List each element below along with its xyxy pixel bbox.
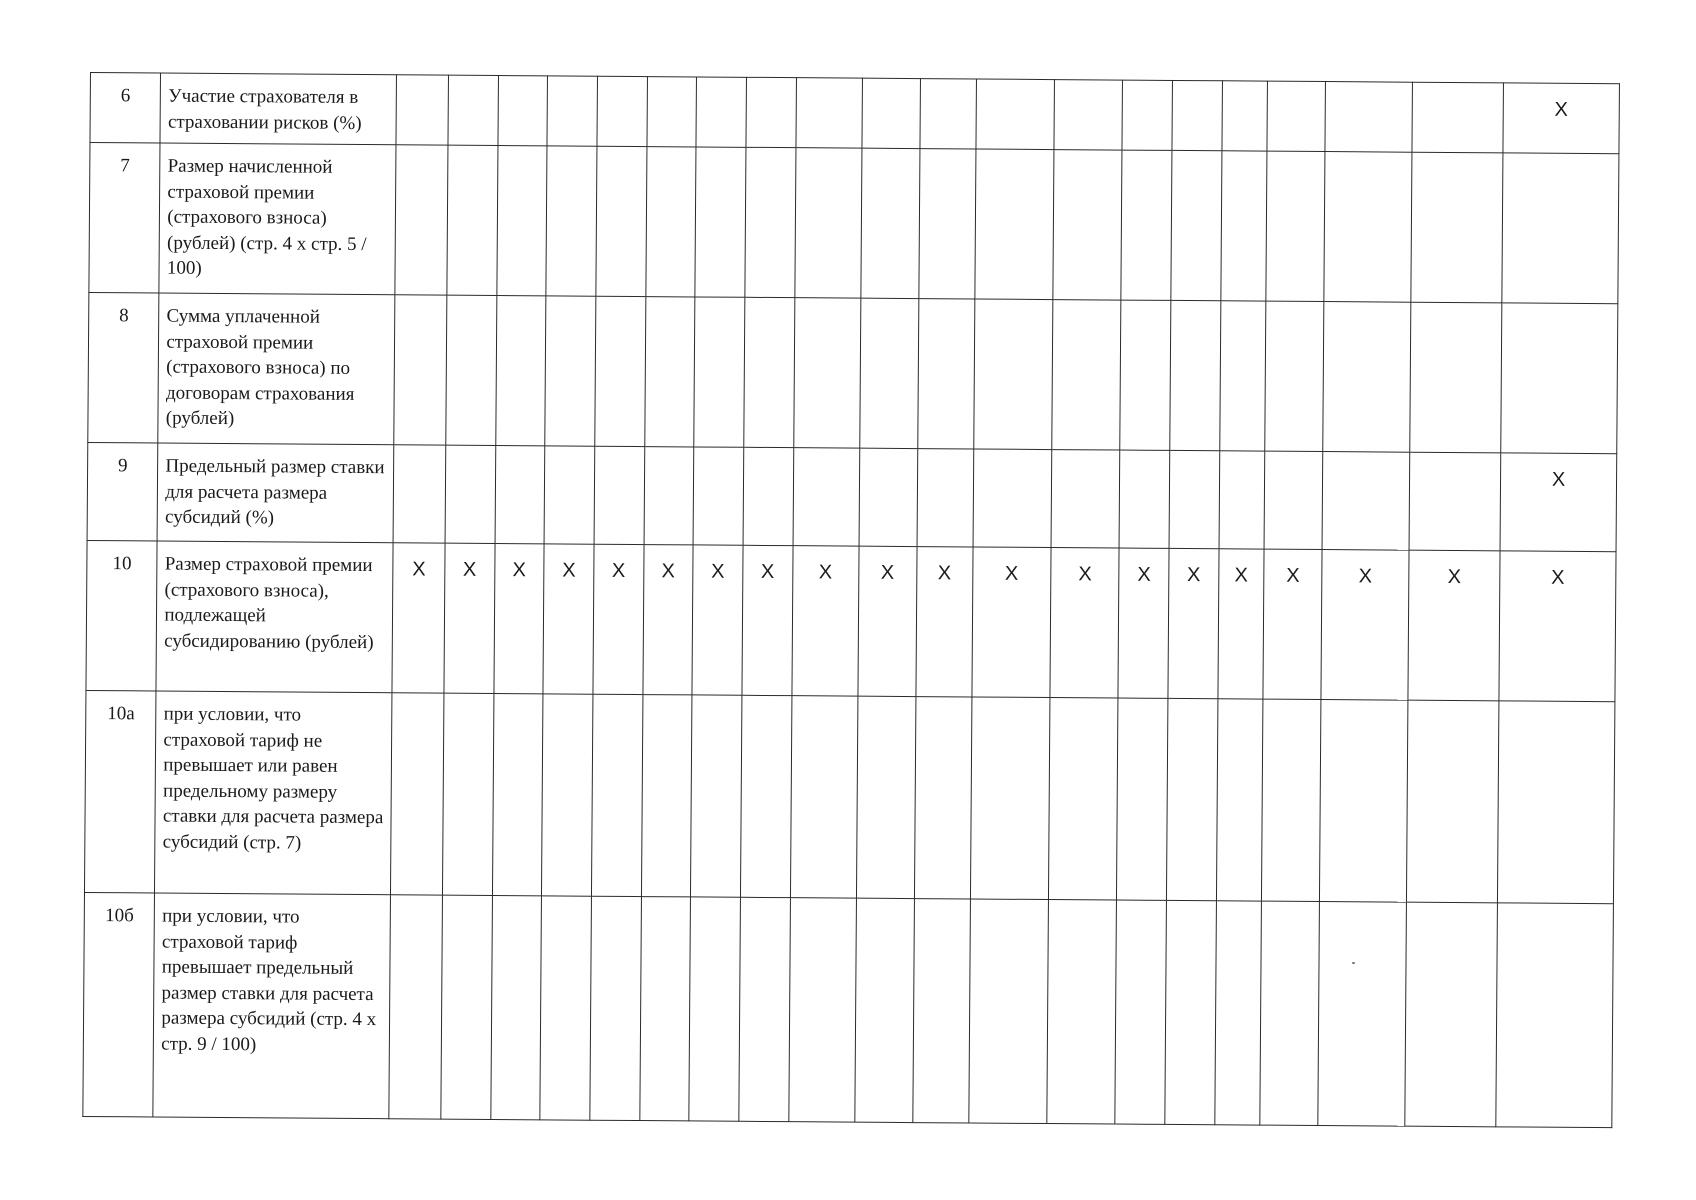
data-cell [696,77,746,147]
cell-value: X [1078,563,1092,586]
data-cell [1054,80,1123,150]
data-cell [793,298,860,448]
row-label: Размер страховой премии (страхового взноса), подлежащей субсидированию (рублей) [156,541,393,693]
data-cell [1122,80,1172,150]
data-cell [968,899,1048,1124]
data-cell [920,79,976,149]
data-cell [973,449,1052,548]
data-cell [973,299,1053,450]
data-cell [644,297,695,447]
data-cell [547,76,597,146]
data-cell [444,543,495,693]
cell-value: X [1447,565,1462,589]
data-cell [1405,902,1498,1127]
data-cell [695,147,746,297]
data-cell [1323,302,1411,453]
data-cell [970,697,1050,900]
data-cell [441,895,492,1119]
data-cell [1119,450,1169,548]
data-cell [1500,453,1617,552]
cell-value: X [661,560,675,583]
data-cell [1219,301,1266,451]
data-cell [391,693,444,895]
data-cell [1318,902,1407,1127]
data-cell [1263,549,1322,699]
data-cell [641,695,692,897]
data-cell [1215,901,1262,1125]
data-cell [447,145,498,295]
cell-value: X [1551,468,1566,491]
data-cell [1267,81,1325,151]
data-cell [1168,548,1219,698]
data-cell [595,296,646,446]
data-cell [1047,900,1117,1124]
data-cell [392,543,445,693]
data-cell [788,898,856,1122]
data-cell [492,693,543,895]
subsidy-calculation-table [82,72,1620,1128]
cell-value: X [1186,564,1201,587]
data-cell [591,694,642,896]
data-cell [1218,549,1265,699]
row-label: Размер начисленной страховой премии (страхового взноса) (рублей) (стр. 4 х стр. 5 / 100) [159,143,396,295]
table-row [86,540,1616,701]
data-cell [498,75,548,145]
data-cell [395,145,448,295]
data-cell [1321,550,1409,701]
data-cell [1497,701,1614,904]
data-cell [1503,83,1619,154]
data-cell [1408,550,1500,701]
cell-value: X [711,560,725,583]
data-cell [393,445,445,543]
cell-value: X [611,559,626,582]
data-cell [1265,301,1324,451]
data-cell [689,897,740,1121]
data-cell [542,694,593,896]
data-cell [1221,151,1268,301]
data-cell [1409,452,1501,551]
row-number: 10 [86,540,157,691]
cell-value: X [1137,563,1151,586]
data-cell [694,297,745,447]
data-cell [495,445,545,543]
data-cell [446,295,497,445]
data-cell [544,446,594,544]
data-cell [742,545,793,695]
data-cell [974,149,1054,300]
data-cell [1052,300,1121,450]
data-cell [1496,903,1614,1128]
data-cell [647,77,697,147]
data-cell [540,896,591,1120]
data-cell [794,148,861,298]
data-cell [744,297,795,447]
cell-value: X [462,558,477,581]
data-cell [1166,698,1217,900]
data-cell [859,298,918,448]
data-cell [396,75,448,145]
data-cell [389,895,442,1119]
data-cell [593,544,644,694]
table-row [89,143,1619,304]
data-cell [1325,82,1412,153]
data-cell [795,78,862,148]
cell-value: X [760,560,775,584]
data-cell [975,79,1054,150]
data-cell [858,546,917,696]
data-cell [1502,153,1619,304]
data-cell [448,75,498,145]
data-cell [597,76,647,146]
cell-value: X [412,558,426,581]
data-cell [1412,82,1504,153]
cell-value: X [1554,98,1569,121]
data-cell [1118,548,1169,698]
data-cell [1406,700,1499,903]
data-cell [1324,152,1412,303]
data-cell [645,147,696,297]
data-cell [862,78,920,148]
row-number: 7 [89,143,160,294]
data-cell [1121,150,1172,300]
data-cell [1165,900,1216,1124]
data-cell [914,697,971,899]
data-cell [1049,698,1119,900]
data-cell [543,544,594,694]
data-cell [693,447,743,545]
row-number: 9 [87,442,158,541]
data-cell [971,547,1051,698]
data-cell [861,148,920,298]
data-cell [1172,80,1222,150]
data-cell [1051,450,1120,548]
data-cell [445,445,495,543]
data-cell [739,897,790,1121]
cell-value: X [1358,565,1373,588]
data-cell [1219,451,1265,549]
cell-value: X [1286,564,1300,587]
data-cell [1169,450,1219,548]
data-cell [1501,303,1618,454]
data-cell [1264,451,1323,549]
cell-value: X [512,559,527,582]
data-cell [495,295,546,445]
data-cell [639,897,690,1121]
data-cell [594,446,644,544]
row-number: 10а [84,690,156,893]
table-row [87,442,1617,551]
row-number: 6 [90,73,161,144]
data-cell [1266,151,1325,301]
data-cell [912,899,969,1123]
data-cell [917,299,974,449]
row-label: Предельный размер ставки для расчета размера субсидий (%) [157,443,394,543]
data-cell [1262,699,1321,901]
table-row [84,690,1614,903]
data-cell [856,696,915,898]
scan-speck [1352,962,1355,964]
data-cell [1410,302,1502,453]
cell-value: X [937,562,952,585]
data-cell [793,448,860,546]
data-cell [745,147,796,297]
data-cell [546,146,597,296]
cell-value: X [818,561,833,584]
data-cell [1320,700,1408,903]
row-number: 10б [83,892,155,1117]
data-cell [746,77,796,147]
cell-value: X [1551,566,1565,589]
table-row [83,892,1614,1127]
cell-value: X [880,561,895,584]
table-body [83,73,1620,1128]
data-cell [1171,150,1222,300]
data-cell [1115,900,1166,1124]
data-cell [1120,300,1171,450]
data-cell [596,146,647,296]
data-cell [790,696,858,898]
data-cell [442,693,493,895]
cell-value: X [562,559,576,582]
row-label: при условии, что страховой тариф превышает предельный размер ставки для расчета размера субсидий (стр. 4 х стр. 9 / 100) [153,893,390,1119]
data-cell [1222,81,1268,151]
data-cell [1216,699,1263,901]
data-cell [1117,698,1168,900]
data-cell [642,545,693,695]
data-cell [859,448,918,546]
data-cell [644,447,694,545]
cell-value: X [1004,562,1019,585]
data-cell [1050,548,1119,698]
row-label: Участие страхователя в страховании рисков (%) [160,73,396,145]
cell-value: X [1234,564,1249,587]
data-cell [855,898,915,1122]
data-cell [791,546,858,696]
data-cell [490,895,541,1119]
data-cell [496,145,547,295]
row-number: 8 [88,292,159,443]
data-cell [743,447,793,545]
data-cell [545,296,596,446]
data-cell [394,295,447,445]
data-cell [740,695,791,897]
data-cell [919,149,976,299]
data-cell [1260,901,1320,1125]
data-cell [1170,300,1221,450]
data-cell [916,547,973,697]
data-cell [1499,551,1616,702]
data-cell [494,543,545,693]
data-cell [590,896,641,1120]
data-cell [1322,452,1410,551]
data-cell [1411,152,1503,303]
table-row [88,292,1618,453]
row-label: при условии, что страховой тариф не превышает или равен предельному размеру ставки для расчета размера субсидий (стр. 7) [155,691,392,895]
data-cell [917,449,974,547]
data-cell [692,545,743,695]
data-cell [691,695,742,897]
table-row [90,73,1619,154]
data-cell [1053,150,1122,300]
row-label: Сумма уплаченной страховой премии (страхового взноса) по договорам страхования (рублей) [158,293,395,445]
